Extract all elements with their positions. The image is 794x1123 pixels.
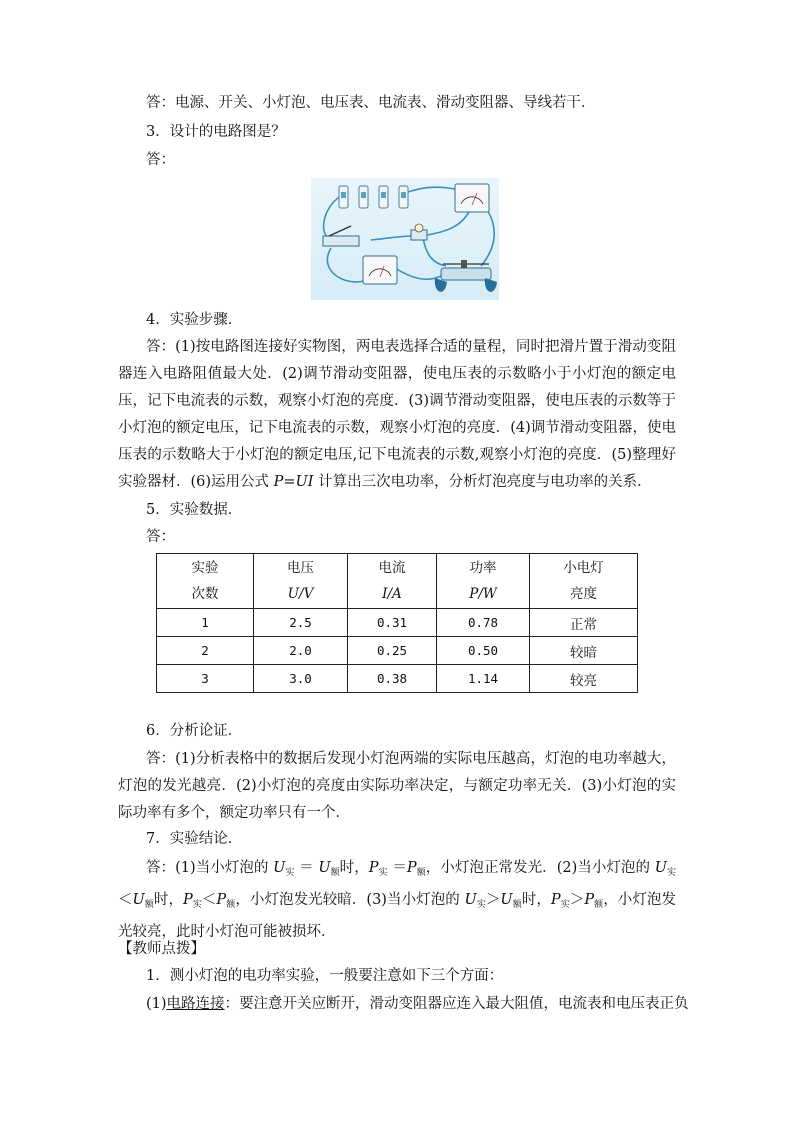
question-7-heading: 7．实验结论．	[146, 831, 243, 847]
teacher-tips-heading: 【教师点拨】	[118, 941, 205, 957]
answer-label-2: 答：	[146, 529, 175, 545]
table-row: 3 3.0 0.38 1.14 较亮	[157, 665, 638, 693]
tip-1-intro: 1．测小灯泡的电功率实验，一般要注意如下三个方面：	[146, 968, 504, 984]
circuit-illustration	[311, 178, 499, 300]
answer-label: 答：	[146, 152, 175, 168]
voltmeter-top	[455, 184, 489, 212]
step-4-text-a: 答：(1)按电路图连接好实物图，两电表选择合适的量程，同时把滑片置于滑动变阻器连入电路阻值最大处．(2)调节滑动变阻器，使电压表的示数略小于小灯泡的额定电压，记下电流表的示数，观察小灯泡的亮度．(3)调节滑动变阻器，使电压表的示数等于小灯泡的额定电压，记下电流表的示数，观察小灯泡的亮度．(4)调节滑动变阻器，使电压表的示数略大于小灯泡的额定电压,记下电流表的示数,观察小灯泡的亮度．(5)整理好实验器材．(6)运用公式	[118, 339, 676, 490]
question-6-heading: 6．分析论证．	[146, 723, 243, 739]
tip-1-circuit: (1)电路连接：要注意开关应断开，滑动变阻器应连入最大阻值，电流表和电压表正负	[146, 996, 689, 1012]
power-formula: P=UI	[273, 474, 314, 490]
circuit-connection-label: 电路连接	[166, 996, 225, 1012]
header-voltage: 电压 U/V	[254, 554, 348, 609]
equipment-answer: 答：电源、开关、小灯泡、电压表、电流表、滑动变阻器、导线若干．	[146, 95, 596, 111]
header-current: 电流 I/A	[348, 554, 437, 609]
ammeter-bottom	[363, 256, 397, 284]
step-4-text-b: 计算出三次电功率，分析灯泡亮度与电功率的关系．	[313, 474, 652, 490]
step-7-answer: 答：(1)当小灯泡的 $U_实 = U_额$时，$P_实 =P_额$，小灯泡正常发光．(2)当小灯泡的 $U_实<U_额$时，$P_实<P_额$，小灯泡发光较暗．(3)当小灯泡的 $U_实>U_额$时，$P_实>P_额$，小灯泡发光较亮，此时小灯泡可能被损坏．	[118, 860, 676, 940]
step-4-answer	[118, 334, 676, 496]
header-brightness: 小电灯 亮度	[530, 554, 638, 609]
question-5-heading: 5．实验数据．	[146, 502, 243, 518]
experiment-data-table	[156, 553, 638, 693]
question-3-heading: 3．设计的电路图是？	[146, 124, 286, 140]
header-trial: 实验 次数	[157, 554, 254, 609]
header-power: 功率 P/W	[437, 554, 530, 609]
step-6-answer: 答：(1)分析表格中的数据后发现小灯泡两端的实际电压越高，灯泡的电功率越大，灯泡的发光越亮．(2)小灯泡的亮度由实际功率决定，与额定功率无关．(3)小灯泡的实际功率有多个，额定功率只有一个．	[118, 751, 676, 821]
table-row: 2 2.0 0.25 0.50 较暗	[157, 637, 638, 665]
table-row: 1 2.5 0.31 0.78 正常	[157, 609, 638, 637]
table-header-row	[157, 554, 638, 609]
question-4-heading: 4．实验步骤．	[146, 312, 243, 328]
